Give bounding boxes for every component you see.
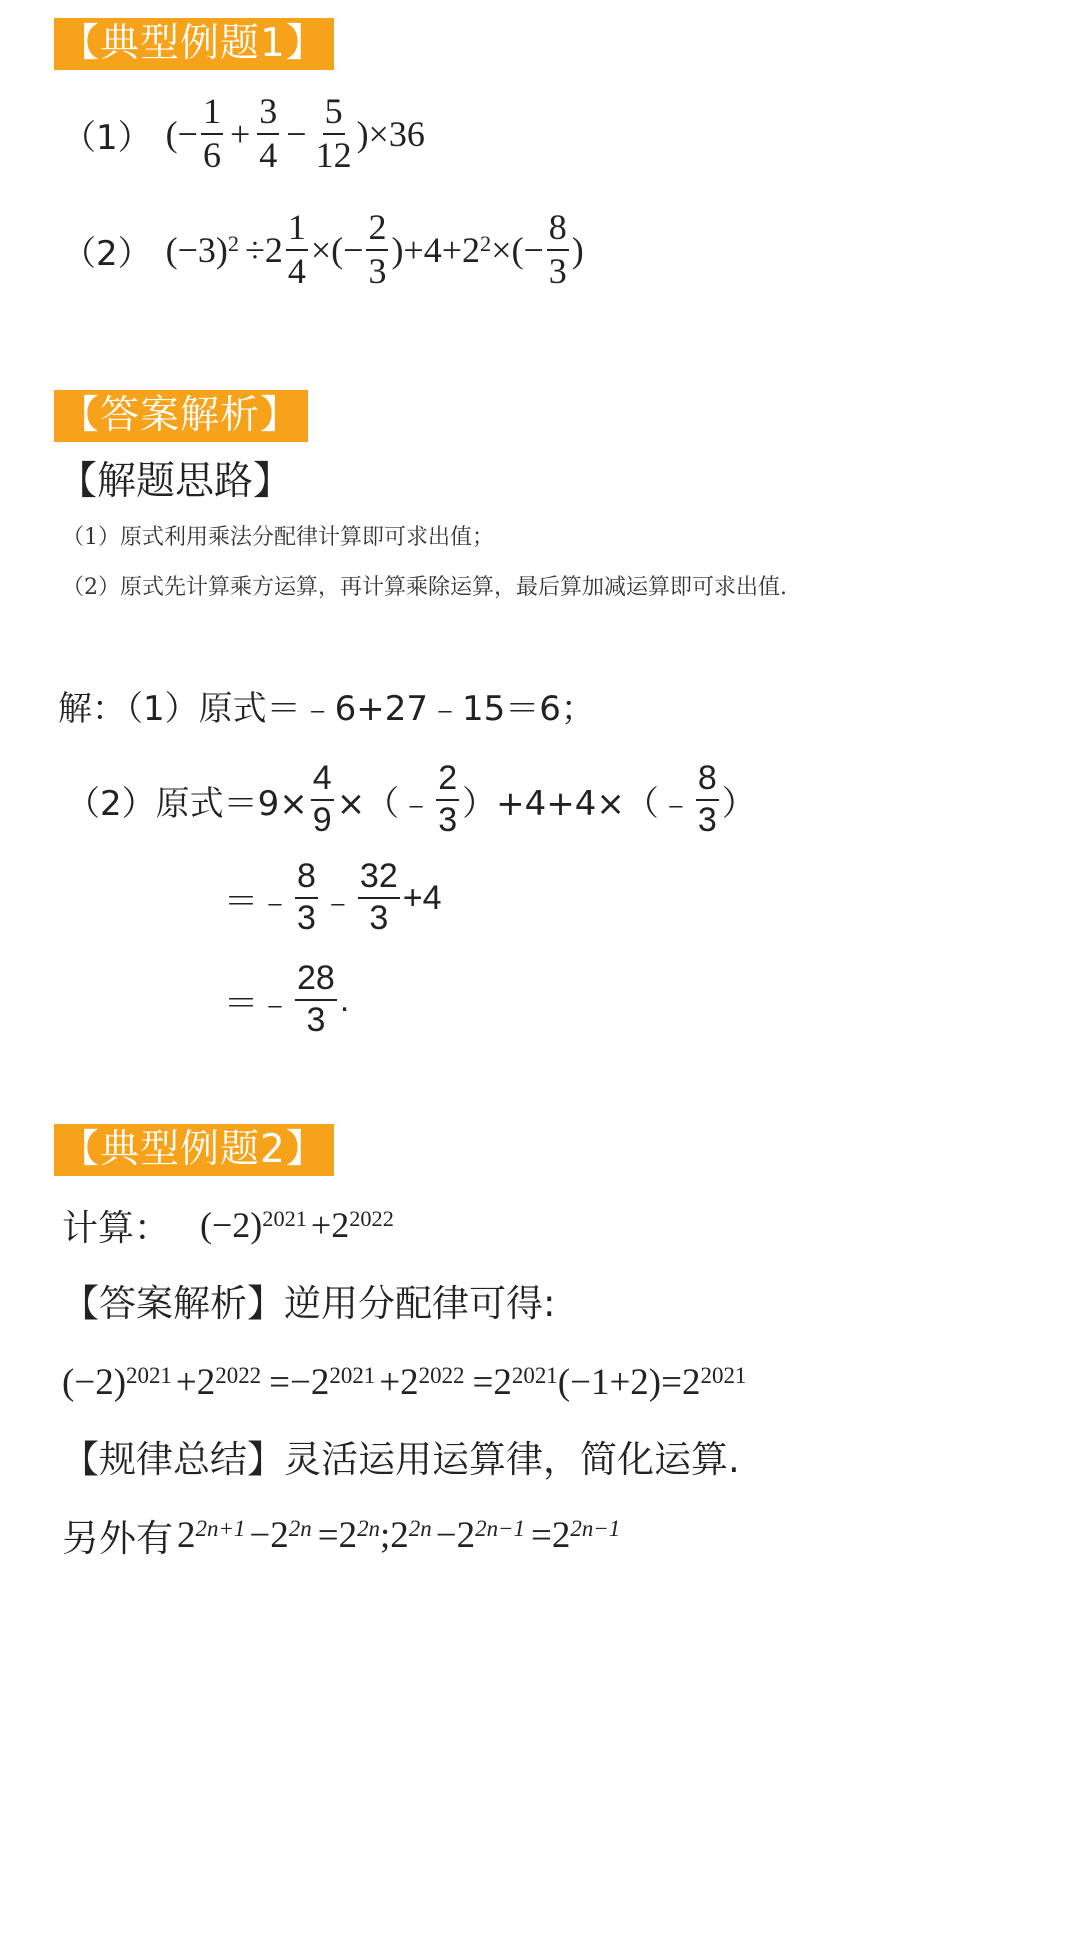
ex1-p2-a: (−3) [165, 230, 228, 270]
sol-l4-frac [295, 961, 337, 1038]
ex2-x3: =2 [317, 1514, 358, 1556]
ex1-p1-frac1 [201, 93, 223, 175]
ex2-calc-label: 计算： [62, 1207, 171, 1249]
ex2-x2-exp: 2n [288, 1515, 312, 1541]
sol-l2-frac1 [311, 761, 334, 838]
thinking-heading: 【解题思路】 [58, 459, 293, 504]
frac-den: 4 [259, 135, 278, 175]
solution-line-2 [66, 750, 756, 850]
thinking-line-2: （2）原式先计算乘方运算，再计算乘除运算，最后算加减运算即可求出值. [62, 574, 787, 600]
ex1-p2-label: （2） [62, 233, 152, 274]
ex2-x5-exp: 2n−1 [475, 1515, 525, 1541]
ex1-p1-frac2 [257, 93, 279, 175]
example1-tag: 【典型例题1】 [54, 18, 334, 70]
frac-num: 5 [323, 93, 345, 135]
sol-l2-frac3 [696, 761, 719, 838]
ex2-equation [62, 1352, 746, 1412]
ex1-p2-b: ÷2 [245, 230, 283, 270]
ex2-e1: (−2) [62, 1361, 127, 1403]
ex2-x1-exp: 2n+1 [195, 1515, 246, 1541]
ex2-x1: 2 [177, 1514, 196, 1556]
ex2-e2-exp: 2022 [215, 1362, 262, 1388]
ex1-p1-close: )×36 [356, 114, 425, 154]
thinking-line-1: （1）原式利用乘法分配律计算即可求出值； [62, 524, 494, 550]
frac-den: 3 [548, 251, 567, 291]
ex2-e1-exp: 2021 [126, 1362, 172, 1388]
sol-l2-a: ×（﹣ [336, 783, 434, 824]
frac-den: 3 [438, 801, 458, 839]
frac-num: 28 [295, 961, 337, 1001]
sol-l3-a: ＝﹣ [224, 881, 292, 922]
frac-num: 3 [257, 93, 279, 135]
ex2-e2: +2 [175, 1361, 216, 1403]
frac-num: 2 [436, 761, 459, 801]
frac-den: 3 [306, 1001, 326, 1039]
frac-num: 2 [366, 209, 388, 251]
ex1-p2-frac3 [547, 209, 569, 291]
solution-line-4 [224, 950, 349, 1050]
ex2-e4: +2 [379, 1361, 419, 1403]
ex1-p1-label: （1） [62, 117, 152, 158]
ex2-x6-exp: 2n−1 [570, 1515, 621, 1541]
ex1-p2-a-exp: 2 [227, 231, 240, 257]
frac-den: 3 [697, 801, 717, 839]
ex1-problem-2 [62, 200, 584, 300]
frac-den: 4 [287, 251, 306, 291]
frac-den: 3 [369, 899, 389, 937]
sol-l4-b: . [339, 980, 350, 1019]
sol-l3-frac1 [295, 859, 318, 936]
sol-l2-frac2 [436, 761, 459, 838]
ex2-e6-exp: 2021 [700, 1362, 747, 1388]
frac-num: 4 [311, 761, 334, 801]
ex2-x2: −2 [249, 1514, 289, 1556]
frac-den: 6 [202, 135, 221, 175]
solution-line-3 [224, 848, 442, 948]
ex2-e5-exp: 2021 [511, 1362, 558, 1388]
ex2-extra-label: 另外有 [62, 1517, 173, 1560]
ex2-answer-label: 【答案解析】逆用分配律可得: [62, 1282, 556, 1325]
frac-num: 1 [201, 93, 223, 135]
ex2-x6: =2 [531, 1514, 571, 1556]
ex2-extra-identity [62, 1505, 620, 1565]
frac-num: 32 [358, 859, 400, 899]
ex2-q-b: +2 [310, 1205, 350, 1245]
ex2-x5: −2 [435, 1514, 476, 1556]
sol-l3-frac2 [358, 859, 400, 936]
frac-num: 8 [696, 761, 719, 801]
ex1-p2-e: ×(− [491, 230, 544, 270]
sol-l3-b: ﹣ [320, 881, 355, 922]
frac-den: 9 [312, 801, 332, 839]
ex1-p1-minus: − [286, 114, 307, 154]
ex2-e3-exp: 2021 [329, 1362, 376, 1388]
ex2-e5: =2 [472, 1361, 512, 1403]
ex2-rule-summary: 【规律总结】灵活运用运算律，简化运算. [62, 1438, 740, 1481]
sol-l2-prefix: （2）原式＝9× [66, 783, 308, 824]
ex1-p2-frac2 [366, 209, 388, 291]
sol-l3-c: +4 [402, 878, 442, 917]
ex2-e4-exp: 2022 [418, 1362, 465, 1388]
ex2-x3-exp: 2n [357, 1515, 381, 1541]
frac-num: 8 [547, 209, 569, 251]
example2-tag: 【典型例题2】 [54, 1124, 334, 1176]
ex2-x4-exp: 2n [408, 1515, 432, 1541]
sol-l2-c: ） [721, 783, 756, 824]
ex1-p1-open: (− [165, 114, 198, 154]
frac-num: 1 [286, 209, 308, 251]
ex1-p2-d-exp: 2 [480, 231, 492, 257]
answer-tag: 【答案解析】 [54, 390, 308, 442]
frac-den: 3 [368, 251, 387, 291]
solution-line-1 [58, 680, 595, 730]
ex2-q-b-exp: 2022 [349, 1206, 394, 1232]
ex1-problem-1 [62, 88, 425, 180]
ex2-x4: ;2 [380, 1514, 409, 1556]
ex1-p1-frac3 [314, 93, 354, 175]
ex2-q-a-exp: 2021 [262, 1206, 307, 1232]
ex1-p1-plus: + [229, 114, 251, 154]
ex1-p2-f: ) [571, 230, 584, 270]
ex2-e6: (−1+2)=2 [557, 1361, 701, 1403]
ex1-p2-c: ×(− [310, 230, 364, 270]
frac-num: 8 [295, 859, 318, 899]
frac-den: 3 [297, 899, 316, 937]
ex1-p2-d: )+4+2 [391, 230, 481, 270]
ex1-p2-frac1 [286, 209, 308, 291]
ex2-e3: =−2 [269, 1361, 330, 1403]
ex2-q-a: (−2) [200, 1205, 263, 1245]
ex2-question [62, 1195, 394, 1255]
frac-den: 12 [315, 135, 352, 175]
sol-l2-b: ）+4+4×（﹣ [462, 783, 693, 824]
sol-l4-a: ＝﹣ [224, 983, 292, 1024]
solution-line-1-text: 解：（1）原式＝﹣6+27﹣15＝6； [58, 688, 595, 729]
